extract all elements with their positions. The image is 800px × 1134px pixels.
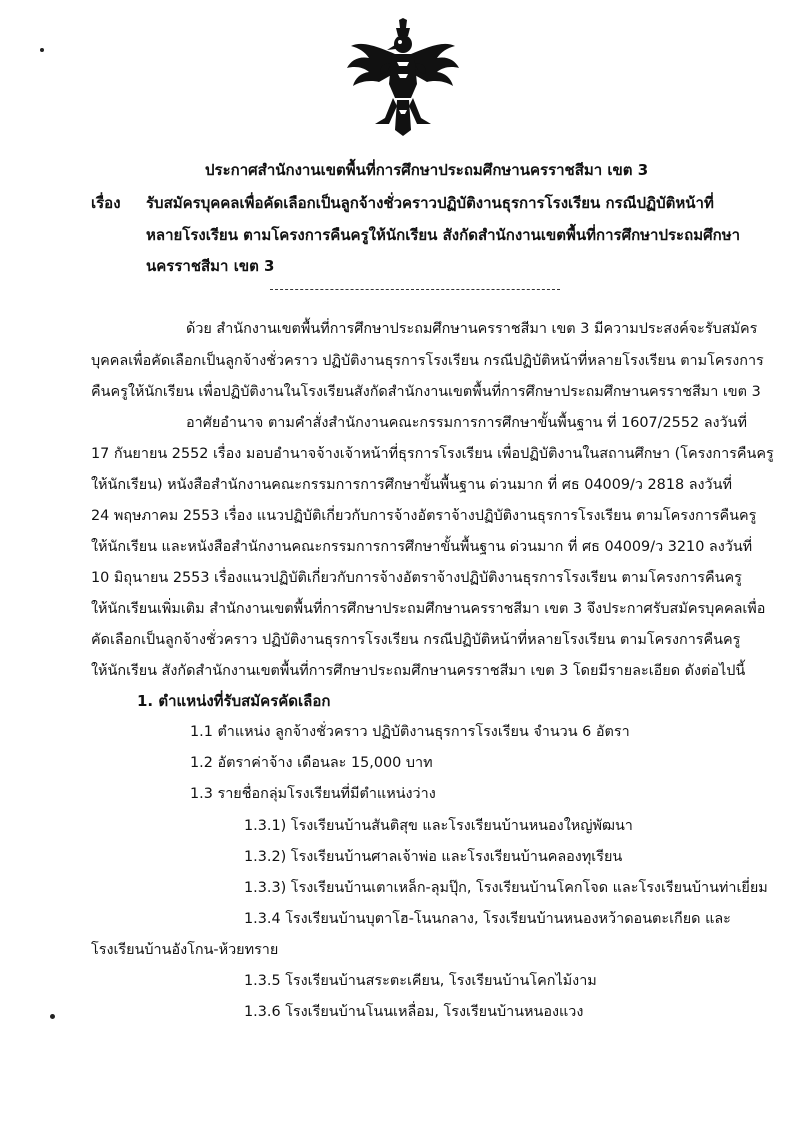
subject-line-3: นครราชสีมา เขต 3 <box>146 257 275 275</box>
scan-speck <box>40 48 44 52</box>
document-title: ประกาศสำนักงานเขตพื้นที่การศึกษาประถมศึกษานครราชสีมา เขต 3 <box>205 161 649 179</box>
paragraph-1-line-2: บุคคลเพื่อคัดเลือกเป็นลูกจ้างชั่วคราว ปฏิบัติงานธุรการโรงเรียน กรณีปฏิบัติหน้าที่หลายโรงเรียน ตามโครงการ <box>91 353 764 369</box>
item-1-3-1: 1.3.1) โรงเรียนบ้านสันติสุข และโรงเรียนบ้านหนองใหญ่พัฒนา <box>244 818 633 834</box>
scan-speck <box>50 1014 55 1019</box>
paragraph-1-line-1: ด้วย สำนักงานเขตพื้นที่การศึกษาประถมศึกษานครราชสีมา เขต 3 มีความประสงค์จะรับสมัคร <box>186 321 758 337</box>
subject-line-1: รับสมัครบุคคลเพื่อคัดเลือกเป็นลูกจ้างชั่วคราวปฏิบัติงานธุรการโรงเรียน กรณีปฏิบัติหน้าที่ <box>146 194 714 212</box>
item-1-1: 1.1 ตำแหน่ง ลูกจ้างชั่วคราว ปฏิบัติงานธุรการโรงเรียน จำนวน 6 อัตรา <box>190 724 630 740</box>
paragraph-2-line-4: 24 พฤษภาคม 2553 เรื่อง แนวปฏิบัติเกี่ยวกับการจ้างอัตราจ้างปฏิบัติงานธุรการโรงเรียน ตามโครงการคืนครู <box>91 508 757 524</box>
item-1-3-5: 1.3.5 โรงเรียนบ้านสระตะเคียน, โรงเรียนบ้านโคกไม้งาม <box>244 973 597 989</box>
paragraph-2-line-9: ให้นักเรียน สังกัดสำนักงานเขตพื้นที่การศึกษาประถมศึกษานครราชสีมา เขต 3 โดยมีรายละเอียด ดังต่อไปนี้ <box>91 663 746 679</box>
item-1-3-2: 1.3.2) โรงเรียนบ้านศาลเจ้าพ่อ และโรงเรียนบ้านคลองทุเรียน <box>244 849 623 865</box>
item-1-3-4: 1.3.4 โรงเรียนบ้านบุตาโฮ-โนนกลาง, โรงเรียนบ้านหนองหว้าดอนตะเกียด และ <box>244 911 731 927</box>
section-1-heading: 1. ตำแหน่งที่รับสมัครคัดเลือก <box>137 692 331 710</box>
garuda-emblem-icon <box>345 18 461 136</box>
paragraph-2-line-3: ให้นักเรียน) หนังสือสำนักงานคณะกรรมการการศึกษาขั้นพื้นฐาน ด่วนมาก ที่ ศธ 04009/ว 2818 ลงวันที่ <box>91 477 732 493</box>
item-1-3-3: 1.3.3) โรงเรียนบ้านเตาเหล็ก-ลุมปุ๊ก, โรงเรียนบ้านโคกโจด และโรงเรียนบ้านท่าเยี่ยม <box>244 880 768 896</box>
paragraph-2-line-7: ให้นักเรียนเพิ่มเติม สำนักงานเขตพื้นที่การศึกษาประถมศึกษานครราชสีมา เขต 3 จึงประกาศรับสมัครบุคคลเพื่อ <box>91 601 766 617</box>
paragraph-2-line-8: คัดเลือกเป็นลูกจ้างชั่วคราว ปฏิบัติงานธุรการโรงเรียน กรณีปฏิบัติหน้าที่หลายโรงเรียน ตามโครงการคืนครู <box>91 632 741 648</box>
item-1-2: 1.2 อัตราค่าจ้าง เดือนละ 15,000 บาท <box>190 755 433 771</box>
paragraph-2-line-1: อาศัยอำนาจ ตามคำสั่งสำนักงานคณะกรรมการการศึกษาขั้นพื้นฐาน ที่ 1607/2552 ลงวันที่ <box>186 415 747 431</box>
paragraph-1-line-3: คืนครูให้นักเรียน เพื่อปฏิบัติงานในโรงเรียนสังกัดสำนักงานเขตพื้นที่การศึกษาประถมศึกษานครราชสีมา เขต 3 <box>91 384 761 400</box>
subject-label: เรื่อง <box>91 194 121 212</box>
item-1-3-4-continued: โรงเรียนบ้านอังโกน-ห้วยทราย <box>91 942 279 958</box>
subject-line-2: หลายโรงเรียน ตามโครงการคืนครูให้นักเรียน สังกัดสำนักงานเขตพื้นที่การศึกษาประถมศึกษา <box>146 226 741 244</box>
divider-line <box>270 289 560 290</box>
item-1-3-6: 1.3.6 โรงเรียนบ้านโนนเหลื่อม, โรงเรียนบ้านหนองแวง <box>244 1004 584 1020</box>
item-1-3: 1.3 รายชื่อกลุ่มโรงเรียนที่มีตำแหน่งว่าง <box>190 786 436 802</box>
paragraph-2-line-5: ให้นักเรียน และหนังสือสำนักงานคณะกรรมการการศึกษาขั้นพื้นฐาน ด่วนมาก ที่ ศธ 04009/ว 3210 ลงวันที่ <box>91 539 753 555</box>
paragraph-2-line-2: 17 กันยายน 2552 เรื่อง มอบอำนาจจ้างเจ้าหน้าที่ธุรการโรงเรียน เพื่อปฏิบัติงานในสถานศึกษา (โครงการคืนครู <box>91 446 774 462</box>
paragraph-2-line-6: 10 มิถุนายน 2553 เรื่องแนวปฏิบัติเกี่ยวกับการจ้างอัตราจ้างปฏิบัติงานธุรการโรงเรียน ตามโครงการคืนครู <box>91 570 742 586</box>
